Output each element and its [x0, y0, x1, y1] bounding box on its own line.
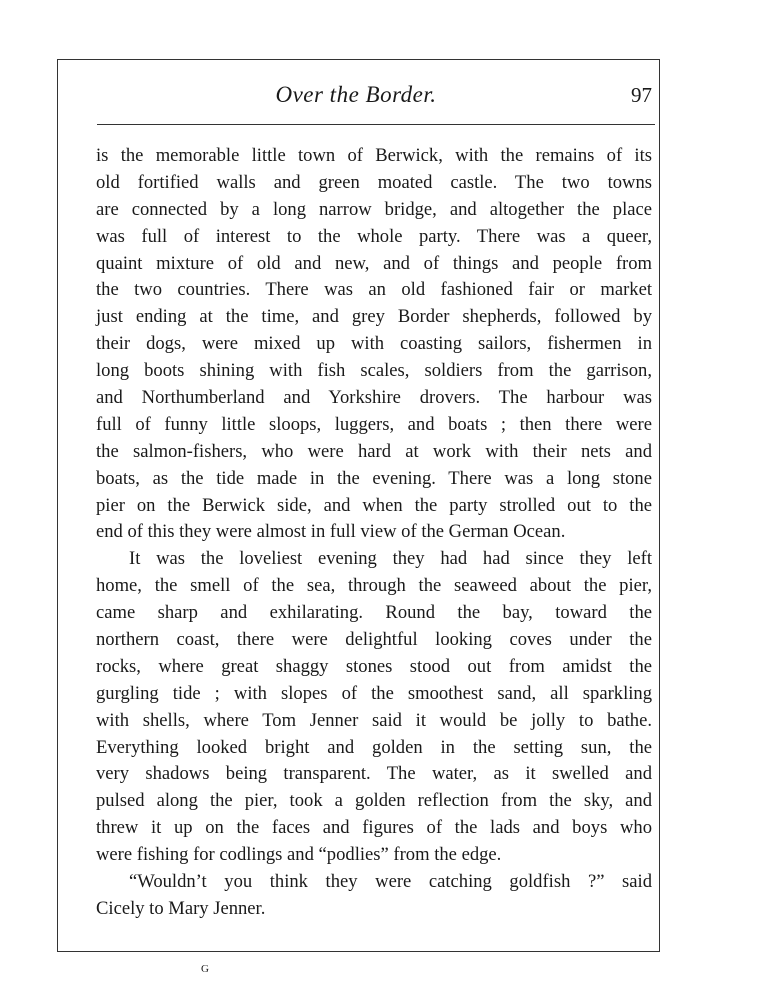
body-text	[96, 143, 652, 923]
text-line: end of this they were almost in full view of the German Ocean.	[96, 521, 566, 543]
text-line: rocks, where great shaggy stones stood out from amidst the	[96, 655, 652, 677]
text-line: home, the smell of the sea, through the seaweed about the pier,	[96, 575, 652, 597]
text-line: northern coast, there were delightful looking coves under the	[96, 629, 652, 651]
text-line: very shadows being transparent. The water, as it swelled and	[96, 763, 652, 785]
text-line: are connected by a long narrow bridge, and altogether the place	[96, 198, 652, 220]
text-line: came sharp and exhilarating. Round the bay, toward the	[96, 602, 652, 624]
text-line: full of funny little sloops, luggers, and boats ; then there were	[96, 413, 652, 435]
text-line: Everything looked bright and golden in the setting sun, the	[96, 736, 652, 758]
text-line: threw it up on the faces and figures of the lads and boys who	[96, 817, 652, 839]
text-line: their dogs, were mixed up with coasting sailors, fishermen in	[96, 333, 652, 355]
text-line: the two countries. There was an old fashioned fair or market	[96, 279, 652, 301]
text-line: pier on the Berwick side, and when the party strolled out to the	[96, 494, 652, 516]
text-line: It was the loveliest evening they had had since they left	[129, 548, 652, 570]
text-line: was full of interest to the whole party. There was a queer,	[96, 225, 652, 247]
text-line: pulsed along the pier, took a golden reflection from the sky, and	[96, 790, 652, 812]
text-line: quaint mixture of old and new, and of things and people from	[96, 252, 652, 274]
running-title: Over the Border.	[275, 82, 437, 107]
text-line: is the memorable little town of Berwick, with the remains of its	[96, 145, 652, 166]
text-line: Cicely to Mary Jenner.	[96, 897, 266, 919]
running-head	[57, 82, 655, 112]
signature-mark: G	[201, 963, 209, 975]
text-line: boats, as the tide made in the evening. There was a long stone	[96, 467, 652, 489]
text-line: with shells, where Tom Jenner said it would be jolly to bathe.	[96, 709, 652, 731]
text-line: gurgling tide ; with slopes of the smoothest sand, all sparkling	[96, 682, 652, 704]
header-rule	[97, 124, 655, 125]
text-line: were fishing for codlings and “podlies” from the edge.	[96, 844, 502, 866]
text-line: old fortified walls and green moated castle. The two towns	[96, 171, 652, 193]
text-line: long boots shining with fish scales, soldiers from the garrison,	[96, 360, 652, 382]
text-line: the salmon-fishers, who were hard at work with their nets and	[96, 440, 652, 462]
text-line: and Northumberland and Yorkshire drovers. The harbour was	[96, 387, 652, 409]
text-line: just ending at the time, and grey Border shepherds, followed by	[96, 306, 652, 328]
page-number: 97	[631, 83, 652, 107]
text-line: “Wouldn’t you think they were catching goldfish ?” said	[129, 871, 652, 893]
